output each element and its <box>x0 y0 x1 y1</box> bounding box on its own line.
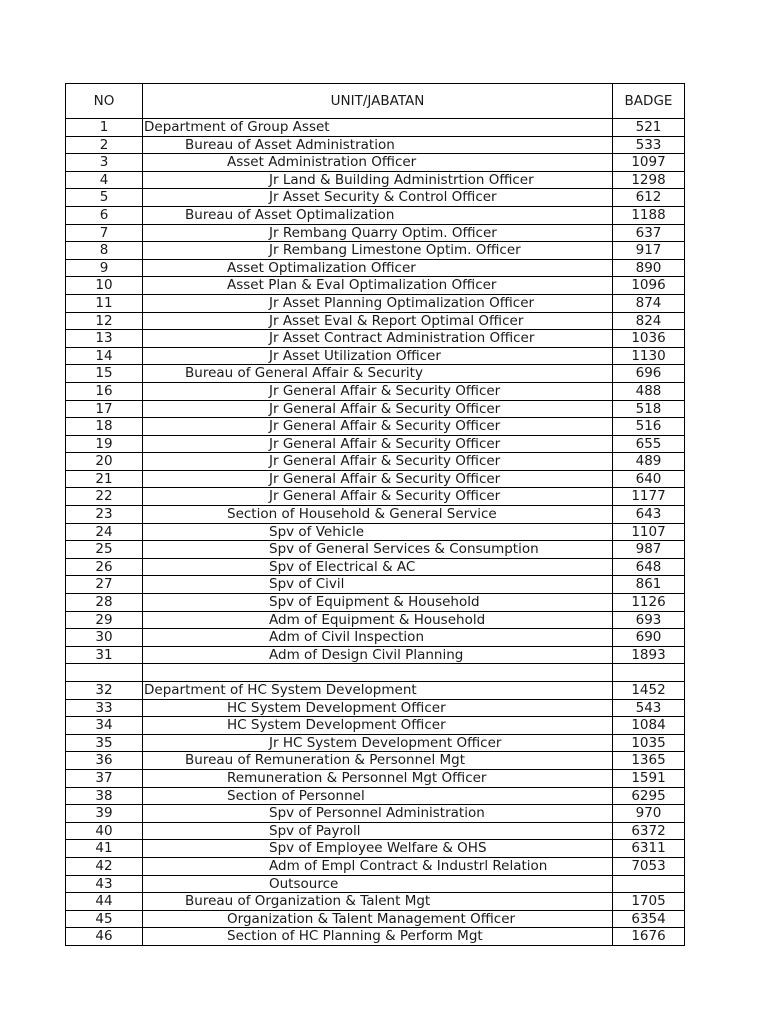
row-unit: Adm of Design Civil Planning <box>143 646 613 664</box>
table-row <box>66 312 685 330</box>
row-number: 45 <box>66 910 143 928</box>
table-row <box>66 558 685 576</box>
row-number: 26 <box>66 558 143 576</box>
table-body <box>66 119 685 946</box>
table-row <box>66 136 685 154</box>
row-badge: 690 <box>613 629 685 647</box>
row-badge: 6295 <box>613 787 685 805</box>
table-row <box>66 294 685 312</box>
table-row <box>66 154 685 172</box>
table-row <box>66 928 685 946</box>
table-row <box>66 506 685 524</box>
table-header-row <box>66 84 685 119</box>
row-unit: HC System Development Officer <box>143 699 613 717</box>
header-badge: BADGE <box>613 84 685 119</box>
row-number: 35 <box>66 734 143 752</box>
table-row <box>66 242 685 260</box>
table-row <box>66 717 685 735</box>
row-badge: 1893 <box>613 646 685 664</box>
table-row <box>66 805 685 823</box>
row-badge <box>613 664 685 682</box>
row-badge: 1298 <box>613 171 685 189</box>
row-number: 1 <box>66 119 143 137</box>
row-unit: Spv of Payroll <box>143 822 613 840</box>
row-number: 34 <box>66 717 143 735</box>
row-number: 37 <box>66 769 143 787</box>
row-badge: 640 <box>613 470 685 488</box>
row-number: 10 <box>66 277 143 295</box>
table-row <box>66 171 685 189</box>
row-number: 16 <box>66 382 143 400</box>
row-number: 39 <box>66 805 143 823</box>
row-number: 19 <box>66 435 143 453</box>
table-row <box>66 330 685 348</box>
row-number: 2 <box>66 136 143 154</box>
table-row <box>66 470 685 488</box>
row-unit: Jr Asset Utilization Officer <box>143 347 613 365</box>
row-badge: 533 <box>613 136 685 154</box>
row-badge: 1130 <box>613 347 685 365</box>
table-row <box>66 734 685 752</box>
table-row <box>66 435 685 453</box>
table-row <box>66 382 685 400</box>
table-row <box>66 893 685 911</box>
row-number: 42 <box>66 857 143 875</box>
row-number: 5 <box>66 189 143 207</box>
row-unit: Section of HC Planning & Perform Mgt <box>143 928 613 946</box>
table-row <box>66 910 685 928</box>
row-badge: 648 <box>613 558 685 576</box>
row-number: 15 <box>66 365 143 383</box>
unit-badge-table <box>65 83 685 946</box>
row-badge: 516 <box>613 418 685 436</box>
row-number <box>66 664 143 682</box>
row-unit: HC System Development Officer <box>143 717 613 735</box>
row-badge: 824 <box>613 312 685 330</box>
row-badge: 1097 <box>613 154 685 172</box>
row-number: 27 <box>66 576 143 594</box>
row-unit: Jr General Affair & Security Officer <box>143 435 613 453</box>
row-badge: 1591 <box>613 769 685 787</box>
row-number: 9 <box>66 259 143 277</box>
row-number: 40 <box>66 822 143 840</box>
row-badge: 655 <box>613 435 685 453</box>
table-row <box>66 576 685 594</box>
row-unit: Jr Asset Security & Control Officer <box>143 189 613 207</box>
row-unit: Adm of Empl Contract & Industrl Relation <box>143 857 613 875</box>
row-badge: 1035 <box>613 734 685 752</box>
row-unit: Jr Asset Contract Administration Officer <box>143 330 613 348</box>
table-row <box>66 682 685 700</box>
row-badge: 1126 <box>613 594 685 612</box>
row-unit: Jr General Affair & Security Officer <box>143 382 613 400</box>
row-unit: Spv of Personnel Administration <box>143 805 613 823</box>
table-row <box>66 453 685 471</box>
row-unit: Department of HC System Development <box>143 682 613 700</box>
row-unit: Jr Rembang Limestone Optim. Officer <box>143 242 613 260</box>
row-badge: 874 <box>613 294 685 312</box>
table-row <box>66 822 685 840</box>
row-badge: 1096 <box>613 277 685 295</box>
row-badge: 917 <box>613 242 685 260</box>
row-badge: 637 <box>613 224 685 242</box>
row-number: 32 <box>66 682 143 700</box>
row-number: 33 <box>66 699 143 717</box>
row-number: 20 <box>66 453 143 471</box>
row-badge: 612 <box>613 189 685 207</box>
table-row <box>66 840 685 858</box>
row-number: 21 <box>66 470 143 488</box>
table-row <box>66 259 685 277</box>
row-unit: Bureau of Organization & Talent Mgt <box>143 893 613 911</box>
row-badge: 1705 <box>613 893 685 911</box>
row-unit: Jr Land & Building Administrtion Officer <box>143 171 613 189</box>
row-badge: 987 <box>613 541 685 559</box>
table-row <box>66 629 685 647</box>
table-row <box>66 365 685 383</box>
row-number: 24 <box>66 523 143 541</box>
row-unit: Asset Administration Officer <box>143 154 613 172</box>
row-unit: Bureau of Asset Administration <box>143 136 613 154</box>
row-badge: 696 <box>613 365 685 383</box>
row-unit: Jr HC System Development Officer <box>143 734 613 752</box>
row-unit: Spv of Civil <box>143 576 613 594</box>
row-badge: 1676 <box>613 928 685 946</box>
row-number: 18 <box>66 418 143 436</box>
table-row <box>66 875 685 893</box>
row-number: 4 <box>66 171 143 189</box>
row-number: 43 <box>66 875 143 893</box>
row-badge: 521 <box>613 119 685 137</box>
table-row <box>66 541 685 559</box>
row-unit: Jr General Affair & Security Officer <box>143 488 613 506</box>
row-badge: 1107 <box>613 523 685 541</box>
table-row <box>66 224 685 242</box>
row-unit: Spv of Vehicle <box>143 523 613 541</box>
row-number: 13 <box>66 330 143 348</box>
row-unit: Spv of General Services & Consumption <box>143 541 613 559</box>
row-unit: Outsource <box>143 875 613 893</box>
row-unit: Remuneration & Personnel Mgt Officer <box>143 769 613 787</box>
row-unit: Bureau of General Affair & Security <box>143 365 613 383</box>
row-badge: 6354 <box>613 910 685 928</box>
row-number: 41 <box>66 840 143 858</box>
table-row <box>66 119 685 137</box>
table-row <box>66 206 685 224</box>
table-row <box>66 523 685 541</box>
table-row <box>66 347 685 365</box>
table-row <box>66 646 685 664</box>
table-row <box>66 189 685 207</box>
row-unit: Section of Household & General Service <box>143 506 613 524</box>
row-badge: 1036 <box>613 330 685 348</box>
row-badge: 1365 <box>613 752 685 770</box>
row-badge: 643 <box>613 506 685 524</box>
row-unit: Asset Plan & Eval Optimalization Officer <box>143 277 613 295</box>
row-badge: 6311 <box>613 840 685 858</box>
row-badge: 1177 <box>613 488 685 506</box>
row-number: 31 <box>66 646 143 664</box>
table-row <box>66 752 685 770</box>
row-unit: Section of Personnel <box>143 787 613 805</box>
row-badge: 518 <box>613 400 685 418</box>
row-unit: Jr Asset Eval & Report Optimal Officer <box>143 312 613 330</box>
row-badge: 7053 <box>613 857 685 875</box>
row-unit: Adm of Equipment & Household <box>143 611 613 629</box>
row-number: 14 <box>66 347 143 365</box>
row-badge: 488 <box>613 382 685 400</box>
row-unit: Organization & Talent Management Officer <box>143 910 613 928</box>
row-unit: Jr General Affair & Security Officer <box>143 453 613 471</box>
row-number: 23 <box>66 506 143 524</box>
row-unit: Bureau of Remuneration & Personnel Mgt <box>143 752 613 770</box>
row-number: 25 <box>66 541 143 559</box>
row-number: 17 <box>66 400 143 418</box>
row-badge: 1084 <box>613 717 685 735</box>
row-badge: 543 <box>613 699 685 717</box>
table-row <box>66 664 685 682</box>
table-row <box>66 787 685 805</box>
row-unit <box>143 664 613 682</box>
row-badge: 6372 <box>613 822 685 840</box>
row-unit: Spv of Employee Welfare & OHS <box>143 840 613 858</box>
row-number: 3 <box>66 154 143 172</box>
table-row <box>66 400 685 418</box>
row-badge <box>613 875 685 893</box>
row-badge: 489 <box>613 453 685 471</box>
row-number: 6 <box>66 206 143 224</box>
row-unit: Jr Rembang Quarry Optim. Officer <box>143 224 613 242</box>
row-badge: 693 <box>613 611 685 629</box>
row-number: 8 <box>66 242 143 260</box>
row-number: 36 <box>66 752 143 770</box>
row-badge: 1452 <box>613 682 685 700</box>
table-row <box>66 699 685 717</box>
row-unit: Spv of Equipment & Household <box>143 594 613 612</box>
row-unit: Spv of Electrical & AC <box>143 558 613 576</box>
row-number: 28 <box>66 594 143 612</box>
row-number: 22 <box>66 488 143 506</box>
row-number: 38 <box>66 787 143 805</box>
row-number: 30 <box>66 629 143 647</box>
row-badge: 890 <box>613 259 685 277</box>
table-row <box>66 277 685 295</box>
header-no: NO <box>66 84 143 119</box>
row-unit: Department of Group Asset <box>143 119 613 137</box>
table-row <box>66 488 685 506</box>
row-number: 29 <box>66 611 143 629</box>
header-unit: UNIT/JABATAN <box>143 84 613 119</box>
row-unit: Jr General Affair & Security Officer <box>143 400 613 418</box>
table-row <box>66 769 685 787</box>
row-number: 7 <box>66 224 143 242</box>
row-badge: 861 <box>613 576 685 594</box>
row-badge: 1188 <box>613 206 685 224</box>
row-unit: Asset Optimalization Officer <box>143 259 613 277</box>
row-unit: Adm of Civil Inspection <box>143 629 613 647</box>
table-row <box>66 611 685 629</box>
table-row <box>66 418 685 436</box>
row-badge: 970 <box>613 805 685 823</box>
row-number: 44 <box>66 893 143 911</box>
table-row <box>66 857 685 875</box>
row-number: 12 <box>66 312 143 330</box>
row-unit: Jr General Affair & Security Officer <box>143 418 613 436</box>
row-unit: Jr Asset Planning Optimalization Officer <box>143 294 613 312</box>
row-number: 11 <box>66 294 143 312</box>
row-unit: Jr General Affair & Security Officer <box>143 470 613 488</box>
row-number: 46 <box>66 928 143 946</box>
table-row <box>66 594 685 612</box>
row-unit: Bureau of Asset Optimalization <box>143 206 613 224</box>
